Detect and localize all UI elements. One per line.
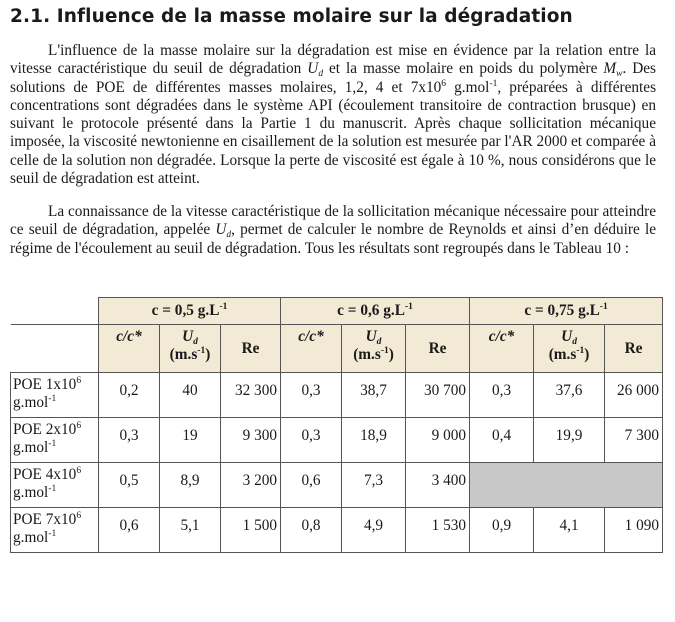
- paragraph-2: La connaissance de la vitesse caractéristique de la sollicitation mécanique nécessaire pour atteindre ce seuil de dégradation, appelée $U_d$, permet de calculer le nombre de Reynolds et ainsi d’en déduire le régime de l'écoulement au seuil de dégradation. Tous les résultats sont regroupés dans le Tableau 10 :: [10, 203, 656, 257]
- row-label: POE $4x10^6$ g.mol$^{-1}$: [11, 463, 99, 508]
- cell-cc: 0,3: [470, 373, 534, 418]
- row-label: POE $7x10^6$ g.mol$^{-1}$: [11, 508, 99, 553]
- cell-ud: 5,1: [160, 508, 221, 553]
- cell-re: 3 400: [406, 463, 470, 508]
- cell-cc: 0,2: [99, 373, 160, 418]
- col-header-cc: c/c*: [281, 325, 342, 373]
- cell-ud: 19: [160, 418, 221, 463]
- results-table: [10, 297, 663, 553]
- cell-cc: 0,6: [99, 508, 160, 553]
- cell-re: 9 300: [221, 418, 281, 463]
- column-header-row: [11, 325, 663, 373]
- cell-cc: 0,3: [281, 373, 342, 418]
- cell-re: 9 000: [406, 418, 470, 463]
- cell-cc: 0,9: [470, 508, 534, 553]
- section-heading: [10, 6, 573, 27]
- empty-corner: [11, 298, 99, 325]
- cell-re: 30 700: [406, 373, 470, 418]
- section-number: 2.1.: [10, 6, 51, 27]
- group-header: c = 0,6 $g.L^{-1}$: [281, 298, 470, 325]
- col-header-cc: c/c*: [99, 325, 160, 373]
- paragraph-1: L'influence de la masse molaire sur la dégradation est mise en évidence par la relation entre la vitesse caractéristique du seuil de dégradation $U_d$ et la masse molaire en poids du polymère $M_w$. Des solutions de POE de différentes masses molaires, 1,2, 4 et $7x10^6$ g.mol$^{-1}$, préparées à différentes concentrations sont dégradées dans le système API (écoulement transitoire de contraction brusque) en suivant le protocole présenté dans la Partie 1 du manuscrit. Après chaque sollicitation mécanique imposée, la viscosité newtonienne en cisaillement de la solution est mesurée par l'AR 2000 et comparée à celle de la solution non dégradée. Lorsque la perte de viscosité est égale à 10 %, nous considérons que le seuil de dégradation est atteint.: [10, 42, 657, 188]
- cell-cc: 0,3: [99, 418, 160, 463]
- col-header-cc: c/c*: [470, 325, 534, 373]
- cell-ud: 19,9: [534, 418, 605, 463]
- section-title: Influence de la masse molaire sur la dégradation: [56, 6, 573, 27]
- col-header-ud: $U_d$ $(m.s^{-1})$: [160, 325, 221, 373]
- cell-ud: 37,6: [534, 373, 605, 418]
- group-header: c = 0,75 $g.L^{-1}$: [470, 298, 663, 325]
- group-header: c = 0,5 $g.L^{-1}$: [99, 298, 281, 325]
- cell-ud: 18,9: [342, 418, 406, 463]
- row-label: POE $2x10^6$ g.mol$^{-1}$: [11, 418, 99, 463]
- row-label: POE $1x10^6$ g.mol$^{-1}$: [11, 373, 99, 418]
- cell-cc: 0,8: [281, 508, 342, 553]
- cell-cc: 0,5: [99, 463, 160, 508]
- cell-ud: 4,9: [342, 508, 406, 553]
- cell-ud: 40: [160, 373, 221, 418]
- cell-cc: 0,6: [281, 463, 342, 508]
- cell-cc: 0,4: [470, 418, 534, 463]
- cell-re: 1 090: [605, 508, 663, 553]
- table-row: [11, 373, 663, 418]
- group-header-row: [11, 298, 663, 325]
- cell-cc: 0,3: [281, 418, 342, 463]
- cell-re: 1 500: [221, 508, 281, 553]
- empty-corner: [11, 325, 99, 373]
- cell-re: 7 300: [605, 418, 663, 463]
- cell-ud: 8,9: [160, 463, 221, 508]
- col-header-re: Re: [605, 325, 663, 373]
- cell-re: 1 530: [406, 508, 470, 553]
- col-header-ud: $U_d$ $(m.s^{-1})$: [342, 325, 406, 373]
- empty-grey-cell: [470, 463, 663, 508]
- col-header-ud: $U_d$ $(m.s^{-1})$: [534, 325, 605, 373]
- cell-re: 3 200: [221, 463, 281, 508]
- table-row: [11, 463, 663, 508]
- cell-ud: 7,3: [342, 463, 406, 508]
- cell-re: 32 300: [221, 373, 281, 418]
- table-row: [11, 508, 663, 553]
- cell-re: 26 000: [605, 373, 663, 418]
- cell-ud: 38,7: [342, 373, 406, 418]
- cell-ud: 4,1: [534, 508, 605, 553]
- col-header-re: Re: [406, 325, 470, 373]
- col-header-re: Re: [221, 325, 281, 373]
- table-row: [11, 418, 663, 463]
